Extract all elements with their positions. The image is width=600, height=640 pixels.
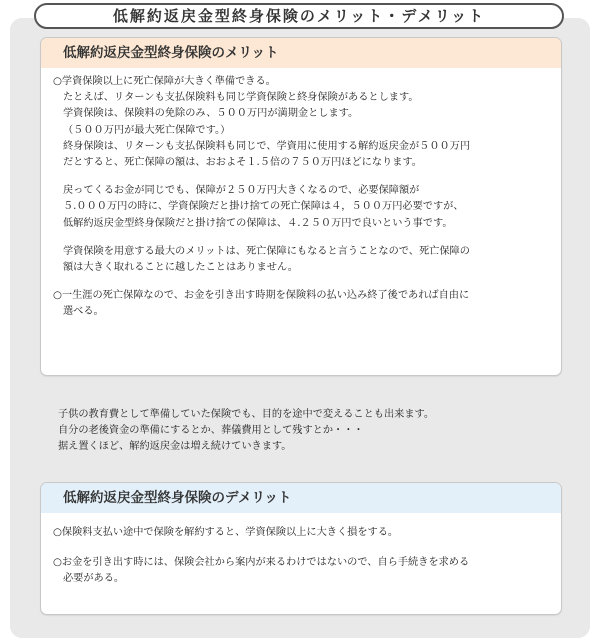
merit-line: ５.０００万円の時に、学資保険だと掛け捨ての死亡保障は４，５００万円必要ですが、 [63,201,464,213]
merit-line: 低解約返戻金型終身保険だと掛け捨ての保障は、４.２５０万円で良いという事です。 [63,217,453,229]
page-title: 低解約返戻金型終身保険のメリット・デメリット [34,3,564,29]
merit-line: だとすると、死亡保障の額は、おおよそ１.５倍の７５０万円ほどになります。 [63,157,422,169]
merit-line: 戻ってくるお金が同じでも、保障が２５０万円大きくなるので、必要保障額が [63,185,420,197]
merit-card [40,37,562,376]
merit-line: ○学資保険以上に死亡保障が大きく準備できる。 [53,76,276,87]
demerit-line: 必要がある。 [63,573,125,585]
demerit-heading: 低解約返戻金型終身保険のデメリット [41,483,561,513]
demerit-card [40,482,562,615]
merit-line: たとえば、リターンも支払保険料も同じ学資保険と終身保険があるとします。 [63,92,419,104]
merit-line: ○一生涯の死亡保障なので、お金を引き出す時期を保険料の払い込み終了後であれば自由に [53,290,470,302]
merit-line: 学資保険は、保険料の免除のみ、５００万円が満期金とします。 [63,108,359,120]
merit-line: （５００万円が最大死亡保障です。） [63,124,231,136]
middle-line: 自分の老後資金の準備にするとか、葬儀費用として残すとか・・・ [58,425,364,437]
middle-text [58,407,434,456]
merit-line: 選べる。 [63,306,104,318]
merit-line: 終身保険は、リターンも支払保険料も同じで、学資用に使用する解約返戻金が５００万円 [63,140,471,152]
merit-body [41,68,561,321]
demerit-body [41,513,561,588]
demerit-line: ○保険料支払い途中で保険を解約すると、学資保険以上に大きく損をする。 [53,527,399,538]
demerit-line: ○お金を引き出す時には、保険会社から案内が来るわけではないので、自ら手続きを求める [53,557,470,569]
merit-line: 学資保険を用意する最大のメリットは、死亡保障にもなると言うことなので、死亡保障の [63,245,470,257]
middle-line: 子供の教育費として準備していた保険でも、目的を途中で変えることも出来ます。 [58,409,435,420]
middle-line: 据え置くほど、解約返戻金は増え続けていきます。 [58,441,292,453]
merit-heading: 低解約返戻金型終身保険のメリット [41,38,561,68]
merit-line: 額は大きく取れることに越したことはありません。 [63,262,298,274]
